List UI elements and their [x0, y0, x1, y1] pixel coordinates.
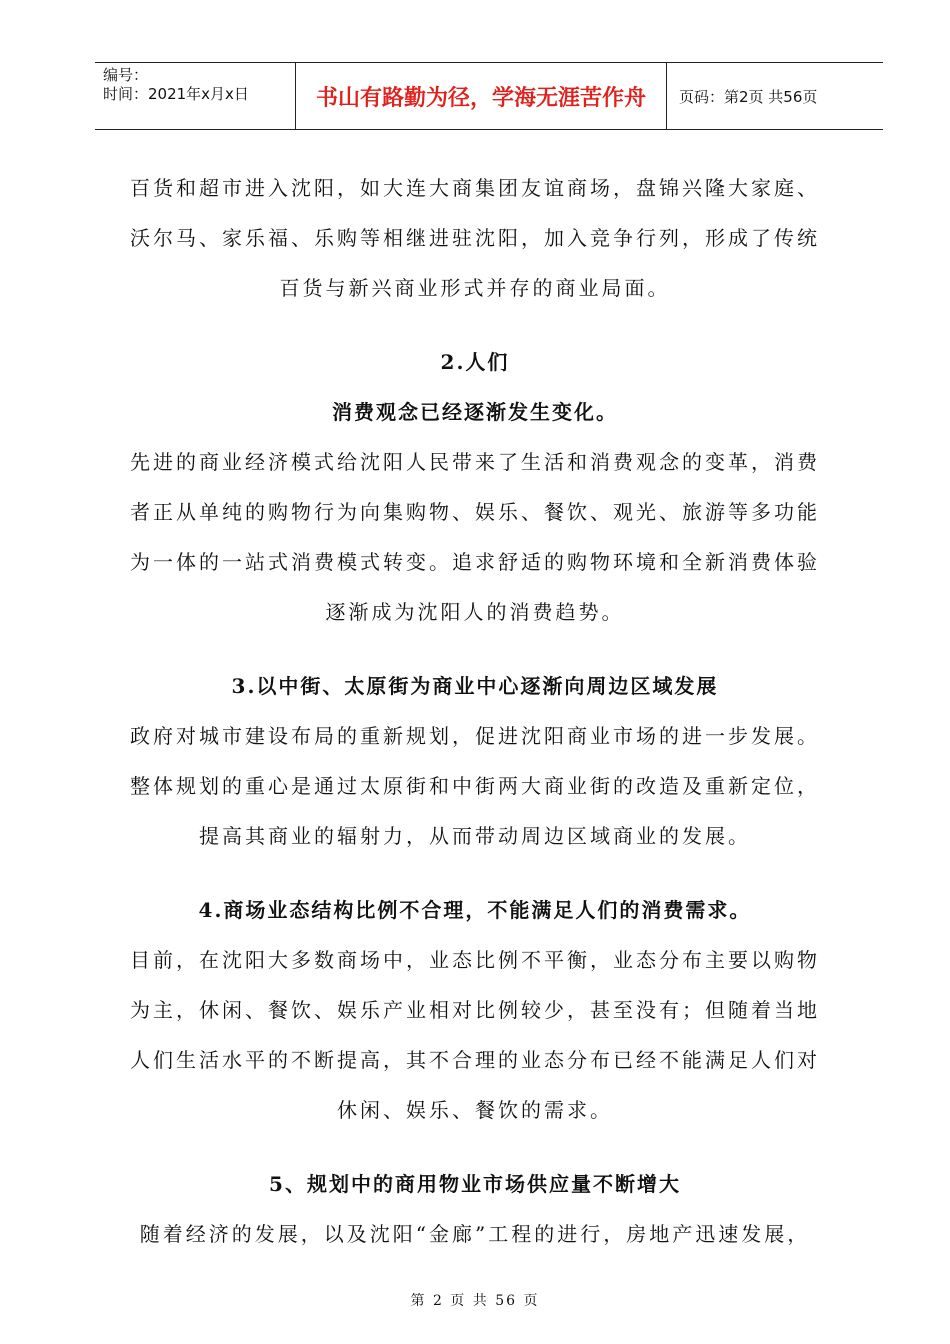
paragraph-line: 为主，休闲、餐饮、娱乐产业相对比例较少，甚至没有；但随着当地 — [130, 998, 820, 1022]
paragraph-line: 为一体的一站式消费模式转变。追求舒适的购物环境和全新消费体验 — [130, 550, 820, 574]
header-number-label: 编号： — [103, 66, 149, 84]
section-heading: 5、规划中的商用物业市场供应量不断增大 — [269, 1172, 681, 1196]
paragraph-line: 百货和超市进入沈阳，如大连大商集团友谊商场，盘锦兴隆大家庭、 — [130, 176, 820, 200]
header-page-info: 页码：第2页 共56页 — [679, 87, 818, 106]
header-time-label: 时间：2021年x月x日 — [103, 85, 249, 103]
paragraph-line: 随着经济的发展，以及沈阳“金廊”工程的进行，房地产迅速发展， — [139, 1222, 811, 1246]
paragraph-line: 目前，在沈阳大多数商场中，业态比例不平衡，业态分布主要以购物 — [130, 948, 820, 972]
section-heading: 3.以中街、太原街为商业中心逐渐向周边区域发展 — [231, 674, 719, 698]
paragraph-line: 人们生活水平的不断提高，其不合理的业态分布已经不能满足人们对 — [130, 1048, 820, 1072]
paragraph-line: 者正从单纯的购物行为向集购物、娱乐、餐饮、观光、旅游等多功能 — [130, 500, 820, 524]
paragraph-line: 逐渐成为沈阳人的消费趋势。 — [325, 600, 625, 624]
header-motto: 书山有路勤为径，学海无涯苦作舟 — [295, 63, 667, 129]
section-heading: 2.人们 — [440, 350, 510, 374]
paragraph-line: 百货与新兴商业形式并存的商业局面。 — [279, 276, 671, 300]
paragraph-line: 休闲、娱乐、餐饮的需求。 — [337, 1098, 613, 1122]
section-heading: 4.商场业态结构比例不合理，不能满足人们的消费需求。 — [198, 898, 752, 922]
paragraph-line: 提高其商业的辐射力，从而带动周边区域商业的发展。 — [199, 824, 751, 848]
paragraph-line: 整体规划的重心是通过太原街和中街两大商业街的改造及重新定位， — [130, 774, 820, 798]
paragraph-line: 先进的商业经济模式给沈阳人民带来了生活和消费观念的变革，消费 — [130, 450, 820, 474]
paragraph-line: 沃尔马、家乐福、乐购等相继进驻沈阳，加入竞争行列，形成了传统 — [130, 226, 820, 250]
header-meta — [95, 63, 295, 129]
section-heading: 消费观念已经逐渐发生变化。 — [332, 400, 618, 424]
page-footer: 第 2 页 共 56 页 — [410, 1293, 540, 1309]
page-header — [95, 62, 883, 130]
paragraph-line: 政府对城市建设布局的重新规划，促进沈阳商业市场的进一步发展。 — [130, 724, 820, 748]
